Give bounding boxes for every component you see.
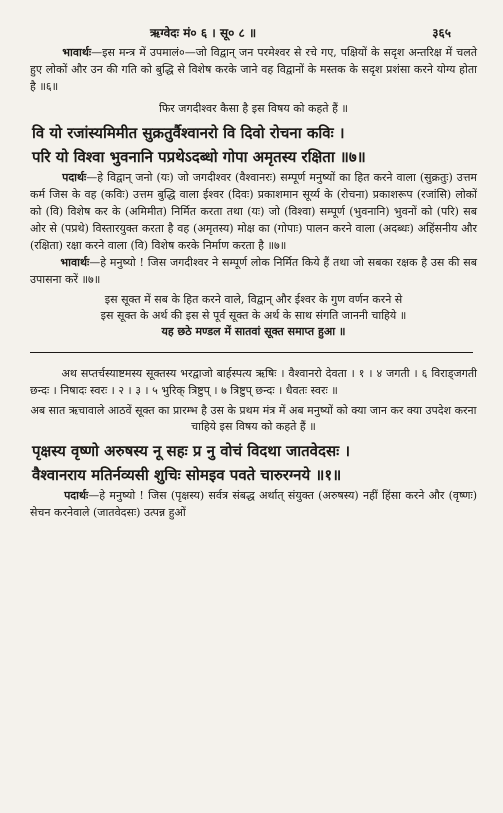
intro-mantra-7: फिर जगदीश्वर कैसा है इस विषय को कहते हैं ॥ [158,102,349,115]
page-number: ३६५ [432,26,451,40]
bhavarth-label: भावार्थः [60,256,90,269]
mantra-7-line-2: परि यो विश्वा भुवनानि पप्रथेऽदब्धो गोपा अमृतस्य रक्षिता ॥७॥ [32,148,366,166]
bhavarth-6 [30,44,477,95]
closing-line-1: इस सूक्त में सब के हित करने वाले, विद्वान् और ईश्वर के गुण वर्णन करने से [104,293,403,306]
sukta-8-intro-text: अथ सप्तर्चस्याष्टमस्य सूक्तस्य भरद्वाजो बार्हस्पत्य ऋषिः । वैश्वानरो देवता । १ । ४ जगती । ६ विराड्जगती छन्दः । निषादः स्वरः । २ । ३ । ५ भुरिक् त्रिष्टुप् । ७ त्रिष्टुप् छन्दः । धैवतः स्वरः ॥ [30,367,477,397]
padarth-text: —हे मनुष्यो ! जिस (पृक्षस्य) सर्वत्र संबद्ध अर्थात् संयुक्त (अरुषस्य) नहीं हिंसा करने और (वृष्णः) सेचन करनेवाले (जातवेदसः) उत्पन्न हुओं [30,489,477,519]
bhavarth-7 [30,254,477,288]
padarth-label: पदार्थः [62,171,87,184]
intro-mantra-8: अब सात ऋचावाले आठवें सूक्त का प्रारम्भ है उस के प्रथम मंत्र में अब मनुष्यों को क्या जान कर क्या उपदेश करना चाहिये इस विषय को कहते हैं ॥ [30,404,477,433]
sukta-end-note: यह छठे मण्डल में सातवां सूक्त समाप्त हुआ ॥ [161,325,346,338]
section-divider [30,352,473,353]
padarth-label: पदार्थः [64,489,89,502]
page-header [30,22,477,44]
sukta-8-intro [30,365,477,399]
mantra-7-line-1: वि यो रजांस्यमिमीत सुक्रतुर्वैश्वानरो वि दिवो रोचना कविः । [32,124,345,142]
padarth-8 [30,487,477,521]
running-title: ऋग्वेदः मं० ६ । सू० ८ ॥ [150,26,257,40]
padarth-text: —हे विद्वान् जनो (यः) जो जगदीश्वर (वैश्वानरः) सम्पूर्ण मनुष्यों का हित करने वाला (सुक्रतुः) उत्तम कर्म जिस के वह (कविः) उत्तम बुद्धि वाला ईश्वर (दिवः) प्रकाशमान सूर्य्य के (रोचना) प्रकाशरूप (रजांसि) लोकों को (वि) विशेष कर के (अमिमीत) निर्मित करता तथा (यः) जो (विश्वा) सम्पूर्ण (भुवनानि) भुवनों को (परि) सब ओर से (पप्रथे) विस्तारयुक्त करता है वह (अमृतस्य) मोक्ष का (गोपाः) पालन करने वाला (अदब्धः) अहिंसनीय और (रक्षिता) रक्षा करने वाला (वि) विशेष करके निर्माण करता है ॥७॥ [30,171,477,252]
bhavarth-text: —हे मनुष्यो ! जिस जगदीश्वर ने सम्पूर्ण लोक निर्मित किये हैं तथा जो सबका रक्षक है उस की सब उपासना करें ॥७॥ [30,256,477,286]
closing-line-2: इस सूक्त के अर्थ की इस से पूर्व सूक्त के अर्थ के साथ संगति जाननी चाहिये ॥ [100,309,407,322]
mantra-8-line-2: वैश्वानराय मतिर्नव्यसी शुचिः सोमइव पवते चारुरग्नये ॥१॥ [32,466,342,484]
padarth-7 [30,169,477,254]
bhavarth-label: भावार्थः [62,46,92,59]
mantra-8-line-1: पृक्षस्य वृष्णो अरुषस्य नू सहः प्र नु वोचं विदथा जातवेदसः । [32,442,351,460]
bhavarth-text: —इस मन्त्र में उपमालं०—जो विद्वान् जन परमेश्वर से रचे गए, पक्षियों के सदृश अन्तरिक्ष में चलते हुए लोकों और उन की गति को बुद्धि से विशेष करके जाने वह विद्वानों के मस्तक के सदृश प्रशंसा करने योग्य होता है ॥६॥ [30,46,477,93]
